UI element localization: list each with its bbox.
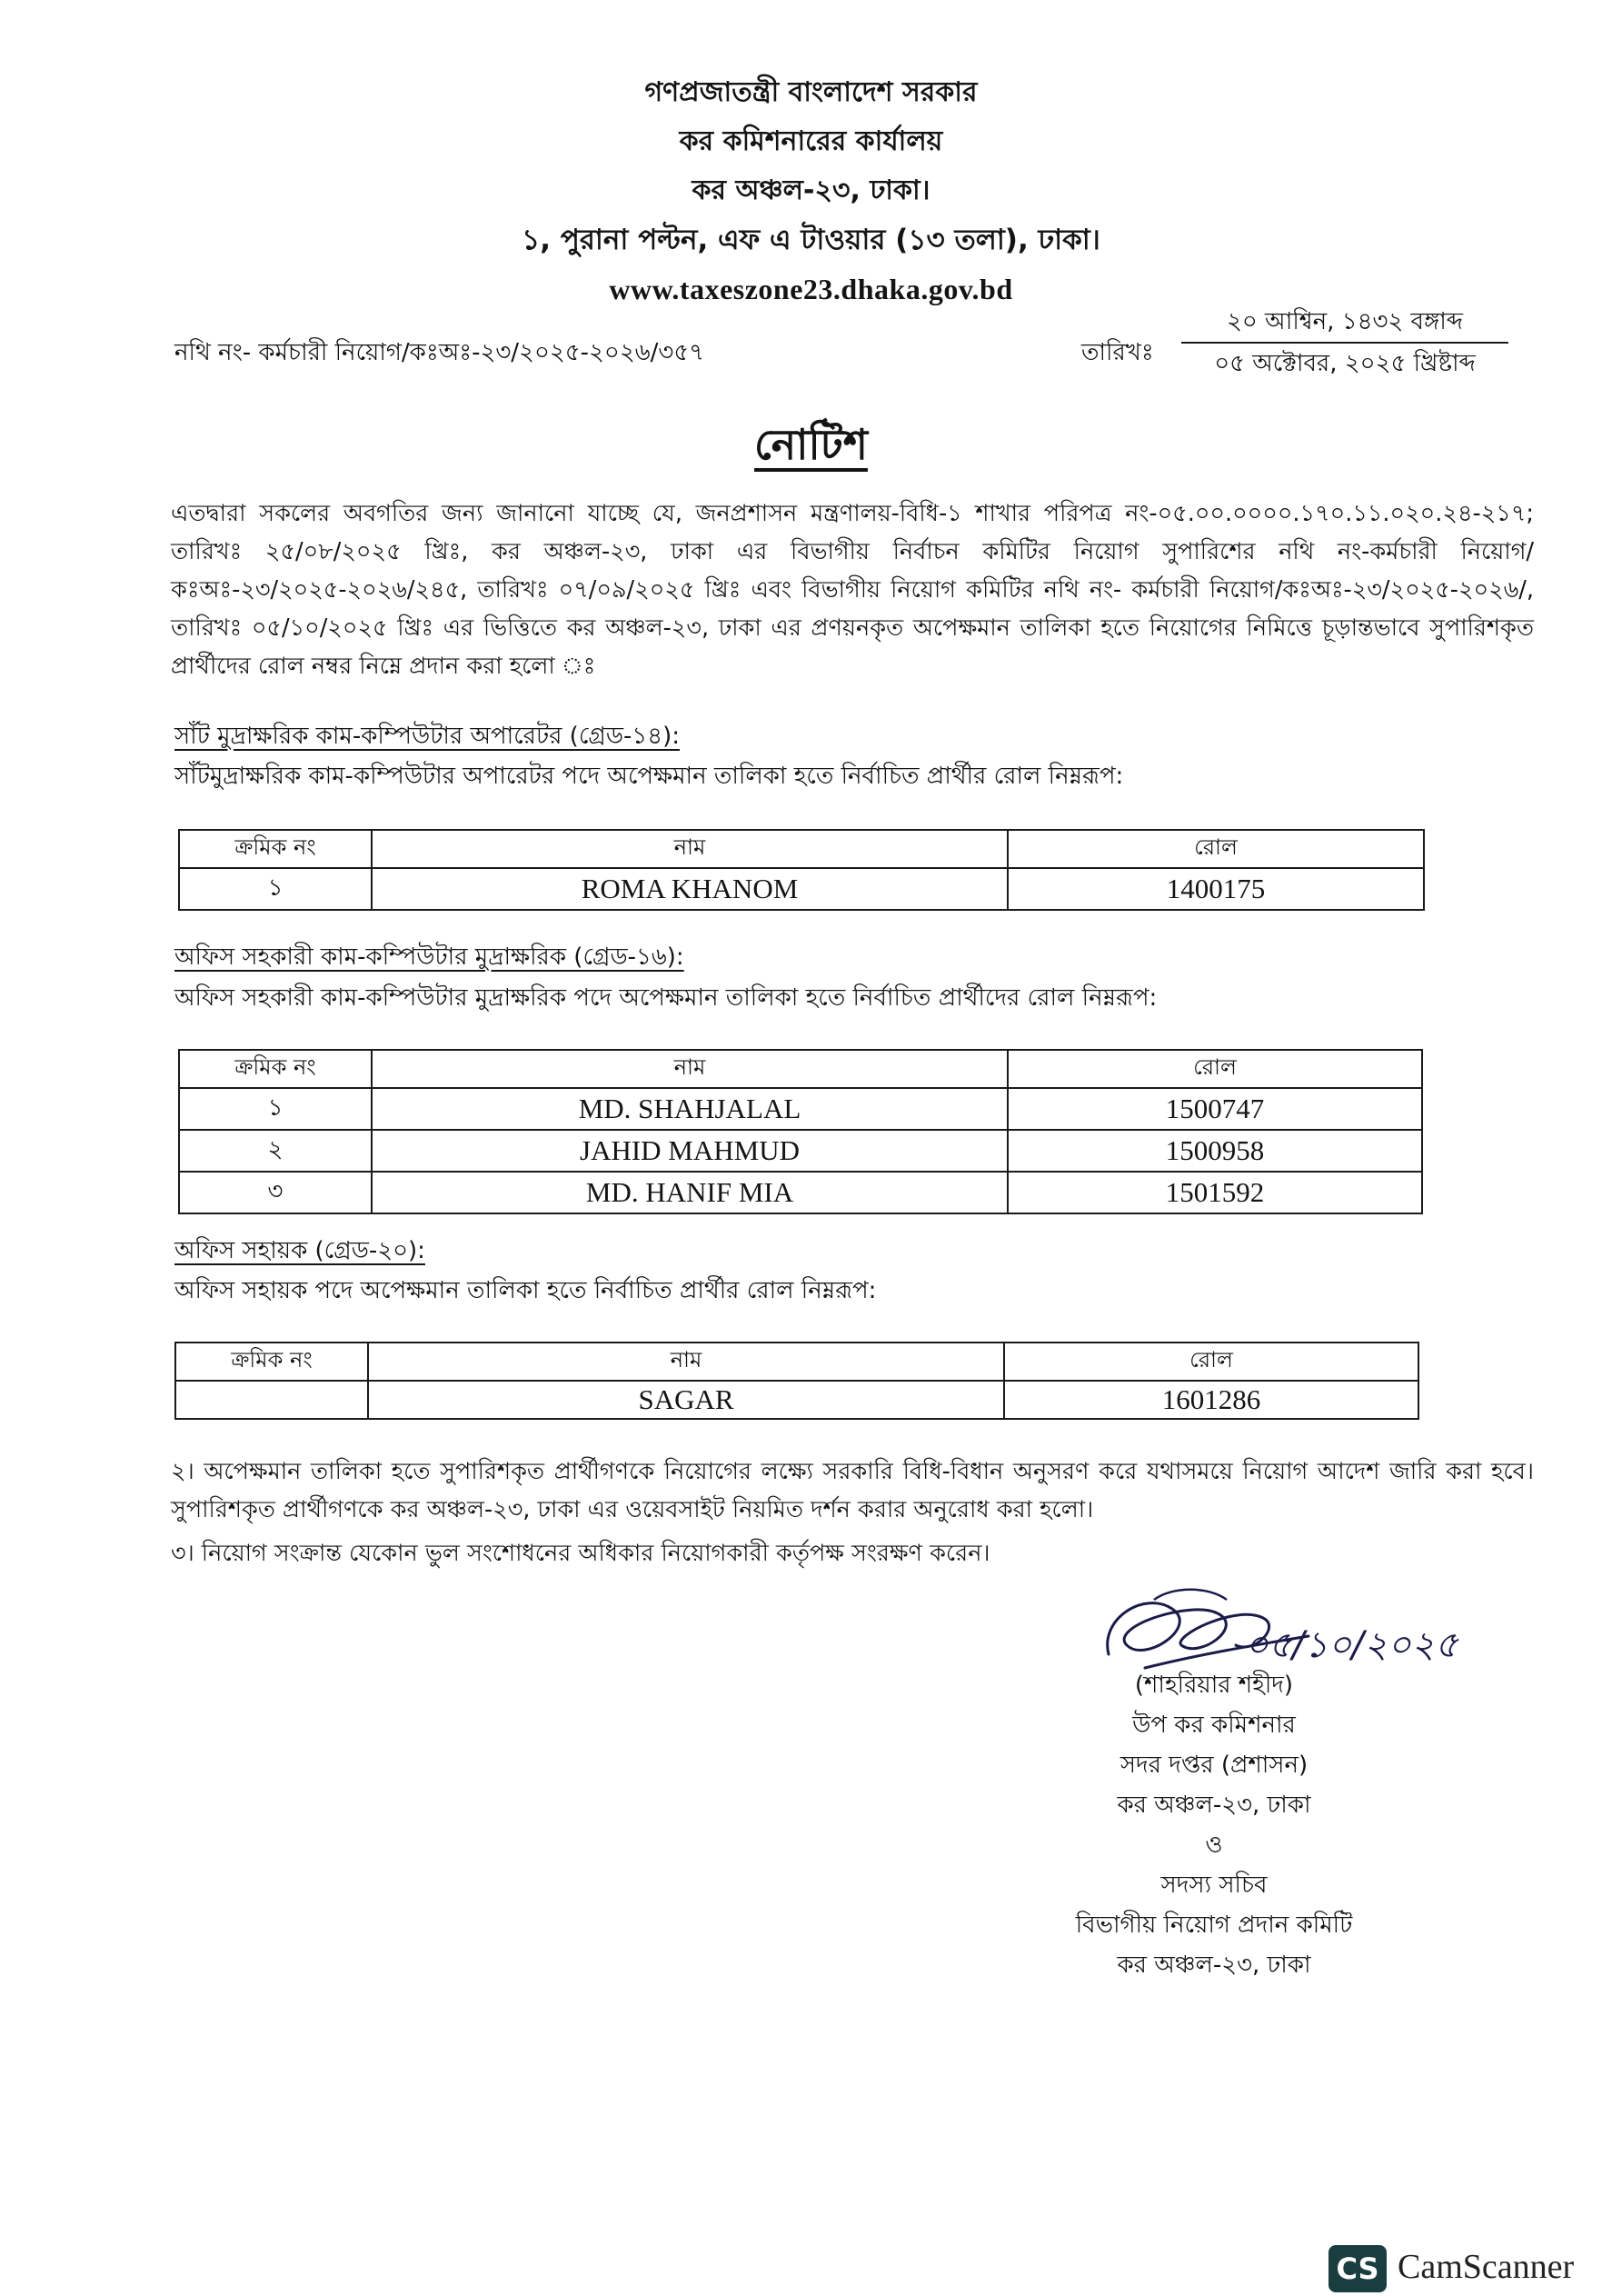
file-number: নথি নং- কর্মচারী নিয়োগ/কঃঅঃ-২৩/২০২৫-২০২৬/৩৫৭ — [174, 339, 705, 366]
section-description: সাঁটমুদ্রাক্ষরিক কাম-কম্পিউটার অপারেটর পদে অপেক্ষমান তালিকা হতে নির্বাচিত প্রার্থীর রোল নিম্নরূপ: — [174, 763, 1124, 790]
name-header: নাম — [372, 1050, 1008, 1088]
zone-name: কর অঞ্চল-২৩, ঢাকা। — [692, 175, 930, 206]
section-description: অফিস সহকারী কাম-কম্পিউটার মুদ্রাক্ষরিক পদে অপেক্ষমান তালিকা হতে নির্বাচিত প্রার্থীদের রোল নিম্নরূপ: — [174, 984, 1158, 1012]
member-secretary: সদস্য সচিব — [1160, 1872, 1268, 1899]
signatory-name: (শাহরিয়ার শহীদ) — [1134, 1672, 1294, 1699]
committee-zone: কর অঞ্চল-২৩, ঢাকা — [1117, 1952, 1311, 1979]
signatory-zone: কর অঞ্চল-২৩, ঢাকা — [1117, 1792, 1311, 1819]
govt-name: গণপ্রজাতন্ত্রী বাংলাদেশ সরকার — [644, 76, 978, 108]
date-english: ০৫ অক্টোবর, ২০২৫ খ্রিষ্টাব্দ — [1214, 350, 1476, 377]
name-header: নাম — [368, 1343, 1004, 1381]
table-row — [179, 868, 1424, 910]
website[interactable]: www.taxeszone23.dhaka.gov.bd — [609, 273, 1013, 305]
signatory-department: সদর দপ্তর (প্রশাসন) — [1119, 1752, 1309, 1779]
office-name: কর কমিশনারের কার্যালয় — [679, 125, 943, 157]
candidate-table — [178, 1049, 1423, 1214]
section-heading: সাঁট মুদ্রাক্ষরিক কাম-কম্পিউটার অপারেটর (গ্রেড-১৪): — [174, 723, 681, 750]
name-cell: SAGAR — [368, 1381, 1004, 1419]
section-heading: অফিস সহায়ক (গ্রেড-২০): — [174, 1237, 425, 1264]
serial-cell: ৩ — [179, 1172, 372, 1213]
date-label: তারিখঃ — [1081, 339, 1154, 366]
name-cell: MD. HANIF MIA — [372, 1172, 1008, 1213]
roll-header: রোল — [1008, 1050, 1422, 1088]
roll-cell: 1500958 — [1008, 1130, 1422, 1172]
office-address: ১, পুরানা পল্টন, এফ এ টাওয়ার (১৩ তলা), ঢাকা। — [522, 224, 1100, 256]
serial-cell — [175, 1381, 368, 1419]
intro-paragraph: এতদ্বারা সকলের অবগতির জন্য জানানো যাচ্ছে যে, জনপ্রশাসন মন্ত্রণালয়-বিধি-১ শাখার পরিপত্র নং-০৫.০০.০০০০.১৭০.১১.০২০.২৪-২১৭; তারিখঃ ২৫/০৮/২০২৫ খ্রিঃ, কর অঞ্চল-২৩, ঢাকা এর বিভাগীয় নির্বাচন কমিটির নিয়োগ সুপারিশের নথি নং-কর্মচারী নিয়োগ/কঃঅঃ-২৩/২০২৫-২০২৬/২৪৫, তারিখঃ ০৭/০৯/২০২৫ খ্রিঃ এবং বিভাগীয় নিয়োগ কমিটির নথি নং- কর্মচারী নিয়োগ/কঃঅঃ-২৩/২০২৫-২০২৬/, তারিখঃ ০৫/১০/২০২৫ খ্রিঃ এর ভিত্তিতে কর অঞ্চল-২৩, ঢাকা এর প্রণয়নকৃত অপেক্ষমান তালিকা হতে নিয়োগের নিমিত্তে চূড়ান্তভাবে সুপারিশকৃত প্রার্থীদের রোল নম্বর নিম্নে প্রদান করা হলো ঃ — [171, 500, 1534, 680]
camscanner-text: CamScanner — [1398, 2248, 1575, 2286]
roll-cell: 1400175 — [1008, 868, 1424, 910]
roll-cell: 1500747 — [1008, 1088, 1422, 1130]
serial-header: ক্রমিক নং — [175, 1343, 368, 1381]
name-cell: JAHID MAHMUD — [372, 1130, 1008, 1172]
signatory-title: উপ কর কমিশনার — [1132, 1712, 1296, 1739]
serial-cell: ১ — [179, 868, 372, 910]
section-description: অফিস সহায়ক পদে অপেক্ষমান তালিকা হতে নির্বাচিত প্রার্থীর রোল নিম্নরূপ: — [174, 1277, 877, 1304]
point-3: ৩। নিয়োগ সংক্রান্ত যেকোন ভুল সংশোধনের অধিকার নিয়োগকারী কর্তৃপক্ষ সংরক্ষণ করেন। — [171, 1540, 990, 1567]
serial-header: ক্রমিক নং — [179, 830, 372, 868]
table-row — [179, 1172, 1422, 1213]
candidate-table — [174, 1342, 1419, 1420]
name-cell: MD. SHAHJALAL — [372, 1088, 1008, 1130]
section-heading: অফিস সহকারী কাম-কম্পিউটার মুদ্রাক্ষরিক (গ্রেড-১৬): — [174, 943, 684, 971]
roll-cell: 1601286 — [1004, 1381, 1418, 1419]
notice-title: নোটিশ — [754, 420, 868, 469]
roll-header: রোল — [1004, 1343, 1418, 1381]
table-row — [179, 1130, 1422, 1172]
serial-header: ক্রমিক নং — [179, 1050, 372, 1088]
name-header: নাম — [372, 830, 1008, 868]
camscanner-logo-icon: CS — [1328, 2245, 1387, 2292]
date-divider — [1181, 342, 1508, 344]
point-2: ২। অপেক্ষমান তালিকা হতে সুপারিশকৃত প্রার্থীগণকে নিয়োগের লক্ষ্যে সরকারি বিধি-বিধান অনুসরণ করে যথাসময়ে নিয়োগ আদেশ জারি করা হবে। সুপারিশকৃত প্রার্থীগণকে কর অঞ্চল-২৩, ঢাকা এর ওয়েবসাইট নিয়মিত দর্শন করার অনুরোধ করা হলো। — [171, 1458, 1534, 1523]
date-bangla: ২০ আশ্বিন, ১৪৩২ বঙ্গাব্দ — [1226, 308, 1464, 335]
table-row — [179, 1088, 1422, 1130]
committee-name: বিভাগীয় নিয়োগ প্রদান কমিটি — [1075, 1912, 1353, 1939]
roll-header: রোল — [1008, 830, 1424, 868]
name-cell: ROMA KHANOM — [372, 868, 1008, 910]
signatory-and: ও — [1205, 1832, 1223, 1859]
serial-cell: ২ — [179, 1130, 372, 1172]
roll-cell: 1501592 — [1008, 1172, 1422, 1213]
signature-date: ০৫/১০/২০২৫ — [1245, 1624, 1458, 1666]
table-row — [175, 1381, 1418, 1419]
serial-cell: ১ — [179, 1088, 372, 1130]
candidate-table — [178, 829, 1425, 911]
